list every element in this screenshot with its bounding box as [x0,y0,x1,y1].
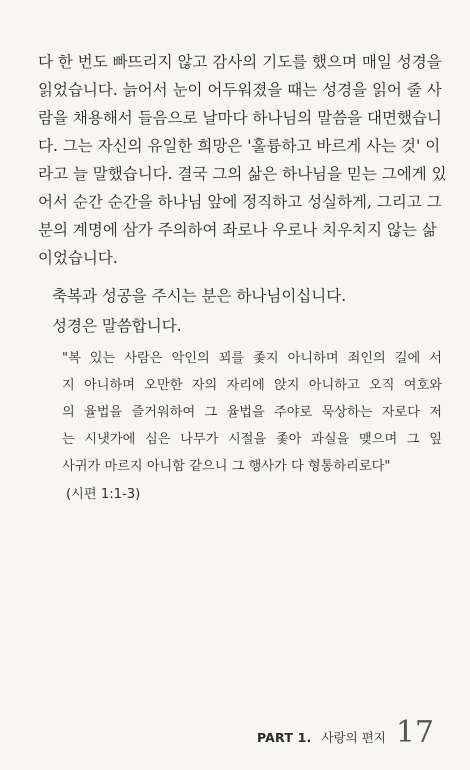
body-line-1: 다 한 번도 빠뜨리지 않고 감사의 기도를 했으며 매일 성경을 [38,53,442,71]
body-line-2: 읽었습니다. 늙어서 눈이 어두워졌을 때는 성경을 읽어 줄 사 [38,81,442,99]
quote-line-4: 는 시냇가에 심은 나무가 시절을 좇아 과실을 맺으며 그 잎 [62,432,442,447]
chapter-title: 사랑의 편지 [321,730,386,745]
paragraph-2: 축복과 성공을 주시는 분은 하나님이십니다. [52,287,347,305]
quote-line-5: 사귀가 마르지 아니함 같으니 그 행사가 다 형통하리로다" [62,459,391,474]
quote-line-2: 지 아니하며 오만한 자의 자리에 앉지 아니하고 오직 여호와 [62,378,442,393]
page-footer [256,715,434,750]
paragraph-3: 성경은 말씀합니다. [52,317,182,335]
quote-citation: (시편 1:1-3) [66,487,141,502]
body-line-5: 라고 늘 말했습니다. 결국 그의 삶은 하나님을 믿는 그에게 있 [38,165,447,183]
body-line-7: 분의 계명에 삼가 주의하여 좌로나 우로나 치우치지 않는 삶 [38,221,437,239]
body-line-6: 어서 순간 순간을 하나님 앞에 정직하고 성실하게, 그리고 그 [38,193,442,211]
body-line-3: 람을 채용해서 들음으로 날마다 하나님의 말씀을 대면했습니 [38,109,442,127]
quote-line-1: "복 있는 사람은 악인의 꾀를 좇지 아니하며 죄인의 길에 서 [62,351,442,366]
body-line-4: 다. 그는 자신의 유일한 희망은 '훌륭하고 바르게 사는 것' 이 [38,137,441,155]
quote-line-3: 의 율법을 즐거워하여 그 율법을 주야로 묵상하는 자로다 저 [62,405,442,420]
part-label: PART 1. [256,730,312,745]
page-number: 17 [395,715,434,750]
body-line-8: 이었습니다. [38,249,118,267]
